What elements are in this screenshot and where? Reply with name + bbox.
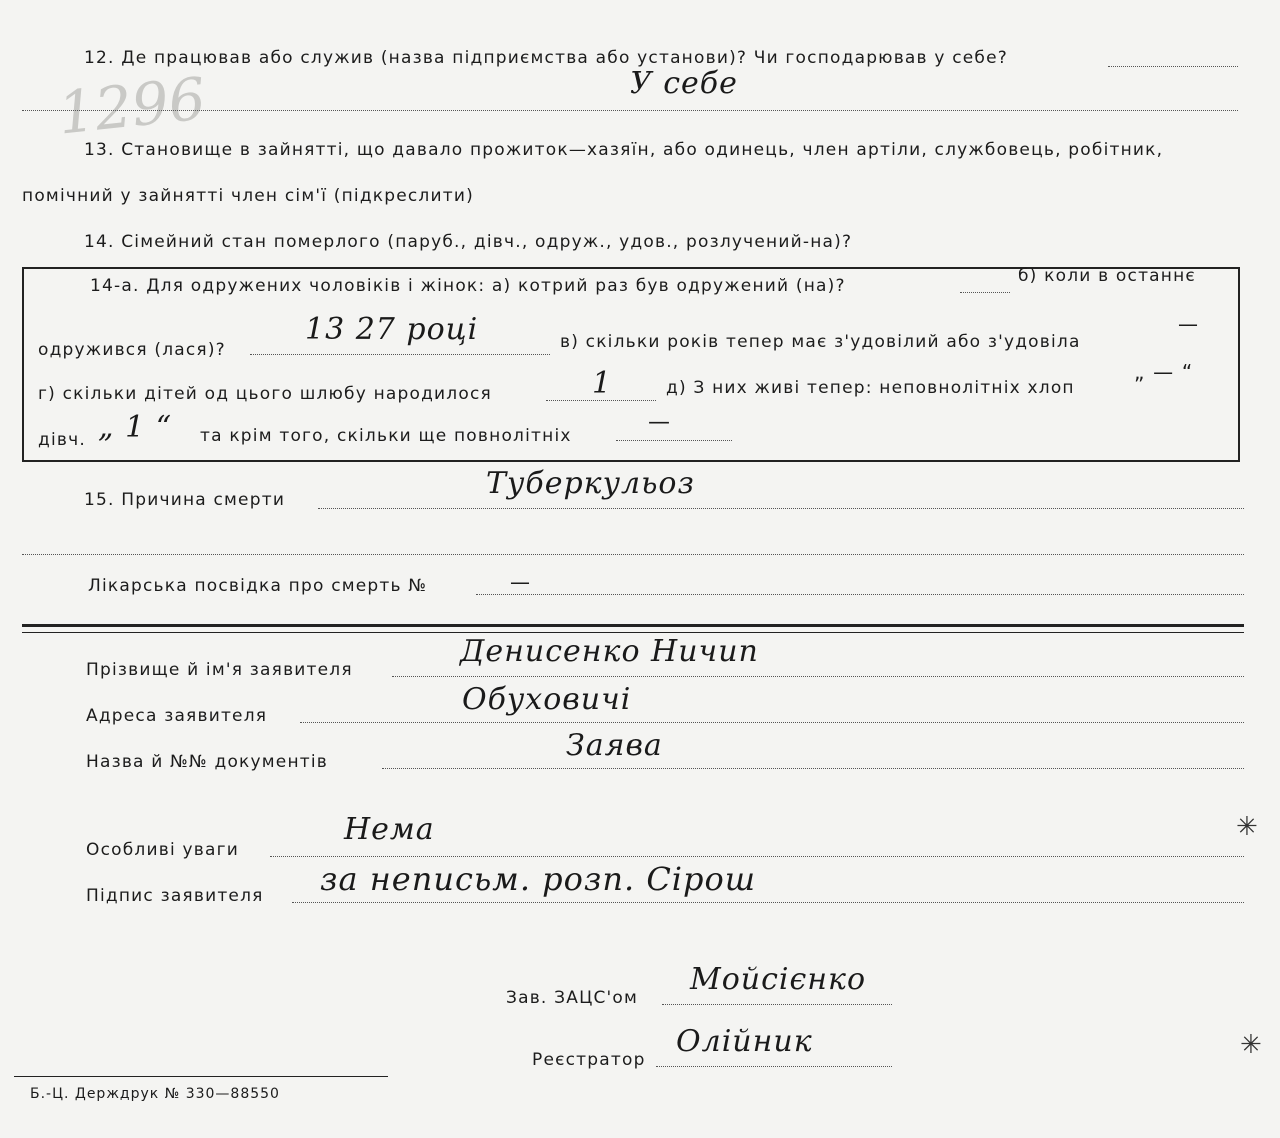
applicant-signature-line [292,902,1244,903]
q14a-children-born: 1 [592,366,613,401]
q14-label: 14. Сімейний стан померлого (паруб., дівч., одруж., удов., розлучений-на)? [84,232,853,252]
footer-rule [14,1076,388,1077]
q14a-line4a: дівч. [38,430,86,450]
q14a-line4b: та крім того, скільки ще повнолітніх [200,426,572,446]
q14a-line3b: д) З них живі тепер: неповнолітніх хлоп [666,378,1075,398]
printer-imprint: Б.-Ц. Держдрук № 330—88550 [30,1086,280,1102]
q14a-widow-years: — [1178,312,1200,336]
applicant-name-label: Прізвище й ім'я заявителя [86,660,353,680]
q14a-boys-minor: „ — “ [1134,360,1194,384]
registrar-signature-line [656,1066,892,1067]
q14a-adults: — [648,410,672,435]
applicant-signature-label: Підпис заявителя [86,886,264,906]
documents-line [382,768,1244,769]
applicant-address-line [300,722,1244,723]
section-divider-top [22,624,1244,627]
q14a-line3a: г) скільки дітей од цього шлюбу народилося [38,384,492,404]
q12-answer-line [22,110,1238,111]
notes-label: Особливі уваги [86,840,239,860]
q14a-line1b: б) коли в останнє [1018,266,1196,286]
q14a-marriage-year: 13 27 році [305,312,479,347]
ink-blot-mark: ✳ [1240,1030,1262,1060]
documents-label: Назва й №№ документів [86,752,329,772]
q12-label: 12. Де працював або служив (назва підприємства або установи)? Чи господарював у себе? [84,48,1008,68]
registrar-label: Реєстратор [532,1050,646,1070]
ink-blot-mark: ✳ [1236,812,1258,842]
documents-answer: Заява [566,728,663,763]
q15-label: 15. Причина смерти [84,490,286,510]
q14a-line2a: одружився (лася)? [38,340,226,360]
margin-note: 1296 [54,64,209,148]
q12-dotted-line [1108,66,1238,67]
q14a-girls-minor: „ 1 “ [98,410,173,445]
q15-dotted-line [318,508,1244,509]
q13-label-line2: помічний у зайнятті член сім'ї (підкреслити) [22,186,474,206]
applicant-address-answer: Обуховичі [462,682,632,717]
notes-line [270,856,1244,857]
q14a-line2-dots [250,354,550,355]
q14a-line4-dots [616,440,732,441]
q14a-line1: 14-а. Для одружених чоловіків і жінок: а) котрий раз був одружений (на)? [90,276,846,296]
q14a-line1-dots [960,292,1010,293]
head-label: Зав. ЗАЦС'ом [506,988,639,1008]
q15-second-line [22,554,1244,555]
notes-answer: Нема [344,812,435,847]
q12-answer: У себе [630,66,738,101]
registrar-signature: Олійник [676,1024,813,1059]
q13-label-line1: 13. Становище в зайнятті, що давало прожиток—хазяїн, або одинець, член артіли, службовець, робітник, [84,140,1164,160]
head-signature-line [662,1004,892,1005]
head-signature: Мойсієнко [690,962,867,997]
section-divider-bottom [22,632,1244,633]
applicant-name-line [392,676,1244,677]
medical-label: Лікарська посвідка про смерть № [88,576,428,596]
applicant-address-label: Адреса заявителя [86,706,268,726]
applicant-signature: за неписьм. розп. Сірош [320,860,757,898]
q15-answer: Туберкульоз [486,466,695,501]
applicant-name-answer: Денисенко Ничип [460,634,759,669]
q14a-line2b: в) скільки років тепер має з'удовілий або з'удовіла [560,332,1081,352]
medical-answer: — [510,570,532,594]
medical-dotted-line [476,594,1244,595]
